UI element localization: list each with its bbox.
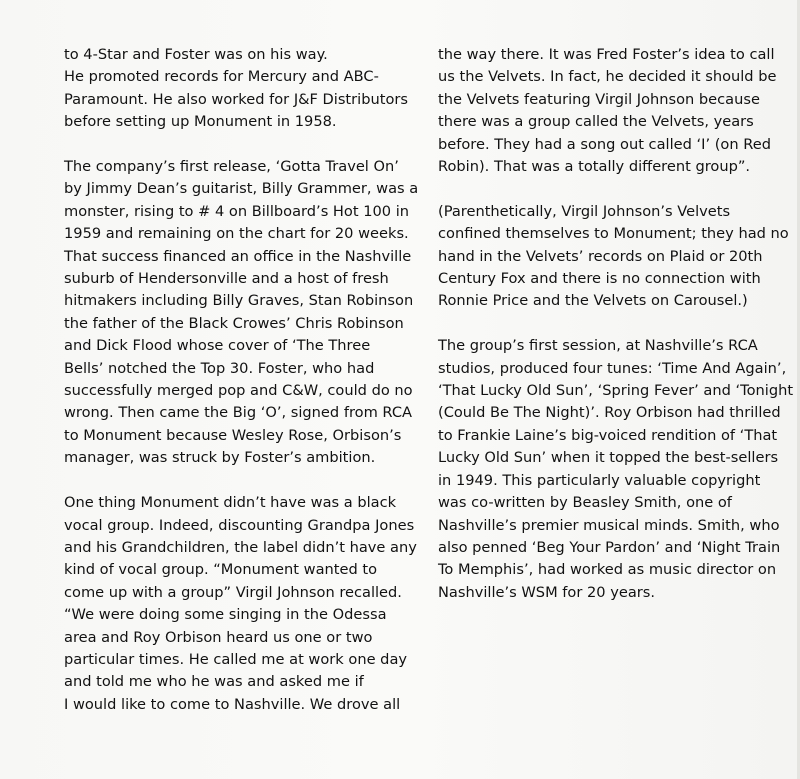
text-line: and Dick Flood whose cover of ‘The Three [64,337,371,355]
text-line: He promoted records for Mercury and ABC- [64,68,379,86]
text-line: I would like to come to Nashville. We drove all [64,695,401,713]
text-line: wrong. Then came the Big ‘O’, signed from RCA [64,404,413,422]
text-line: there was a group called the Velvets, years [438,113,754,131]
paragraph-vocal-group [64,492,417,716]
text-line: The group’s first session, at Nashville’s RCA [438,337,758,355]
text-line: studios, produced four tunes: ‘Time And Again’, [438,359,787,377]
text-line: That success financed an office in the Nashville [64,247,412,265]
text-line: the Velvets featuring Virgil Johnson because [438,90,760,108]
text-line: monster, rising to # 4 on Billboard’s Hot 100 in [64,202,409,220]
text-line: us the Velvets. In fact, he decided it should be [438,68,777,86]
text-line: Robin). That was a totally different group”. [438,158,751,176]
text-line: (Parenthetically, Virgil Johnson’s Velvets [438,202,731,220]
text-line: to 4-Star and Foster was on his way. [64,46,328,63]
text-line: area and Roy Orbison heard us one or two [64,628,373,646]
text-line: Ronnie Price and the Velvets on Carousel.) [438,292,748,310]
text-line: come up with a group” Virgil Johnson recalled. [64,583,402,601]
text-line: suburb of Hendersonville and a host of fresh [64,270,389,288]
text-line: 1959 and remaining on the chart for 20 weeks. [64,225,409,243]
text-line: kind of vocal group. “Monument wanted to [64,561,378,579]
right-column [438,44,794,627]
left-column [64,44,419,739]
text-line: the father of the Black Crowes’ Chris Robinson [64,314,404,332]
text-line: One thing Monument didn’t have was a black [64,494,397,512]
text-line: Century Fox and there is no connection with [438,270,761,288]
text-line: by Jimmy Dean’s guitarist, Billy Grammer, was a [64,180,419,198]
paragraph-velvets-name [438,44,783,178]
text-line: successfully merged pop and C&W, could do no [64,382,413,400]
text-line: manager, was struck by Foster’s ambition. [64,449,376,467]
text-line: before setting up Monument in 1958. [64,113,337,131]
text-line: in 1949. This particularly valuable copyright [438,471,761,489]
paragraph-first-release [64,156,419,470]
text-line: To Memphis’, had worked as music director on [438,561,777,579]
text-line: Lucky Old Sun’ when it topped the best-sellers [438,449,779,467]
text-line: was co-written by Beasley Smith, one of [438,494,732,512]
text-line: The company’s first release, ‘Gotta Travel On’ [64,158,399,176]
text-line: ‘That Lucky Old Sun’, ‘Spring Fever’ and ‘Tonight [438,382,794,400]
text-line: Nashville’s premier musical minds. Smith, who [438,516,780,534]
text-line: and told me who he was and asked me if [64,673,364,691]
paragraph-parenthetical [438,201,789,313]
text-line: “We were doing some singing in the Odessa [64,606,387,624]
text-line: to Monument because Wesley Rose, Orbison’s [64,426,402,444]
paragraph-first-session [438,335,794,604]
text-line: Nashville’s WSM for 20 years. [438,583,656,601]
text-line: Bells’ notched the Top 30. Foster, who had [64,359,375,377]
text-line: particular times. He called me at work one day [64,650,408,668]
text-line: to Frankie Laine’s big-voiced rendition of ‘That [438,426,778,444]
text-line: and his Grandchildren, the label didn’t have any [64,538,417,556]
text-line: vocal group. Indeed, discounting Grandpa Jones [64,516,415,534]
text-line: also penned ‘Beg Your Pardon’ and ‘Night Train [438,538,781,556]
text-line: hand in the Velvets’ records on Plaid or 20th [438,247,763,265]
text-line: confined themselves to Monument; they had no [438,225,789,243]
text-line: before. They had a song out called ‘I’ (on Red [438,135,771,153]
paragraph-foster-career [64,44,414,134]
text-line: Paramount. He also worked for J&F Distributors [64,90,408,108]
text-line: hitmakers including Billy Graves, Stan Robinson [64,292,414,310]
text-line: (Could Be The Night)’. Roy Orbison had thrilled [438,404,781,422]
text-line: the way there. It was Fred Foster’s idea to call [438,46,775,63]
